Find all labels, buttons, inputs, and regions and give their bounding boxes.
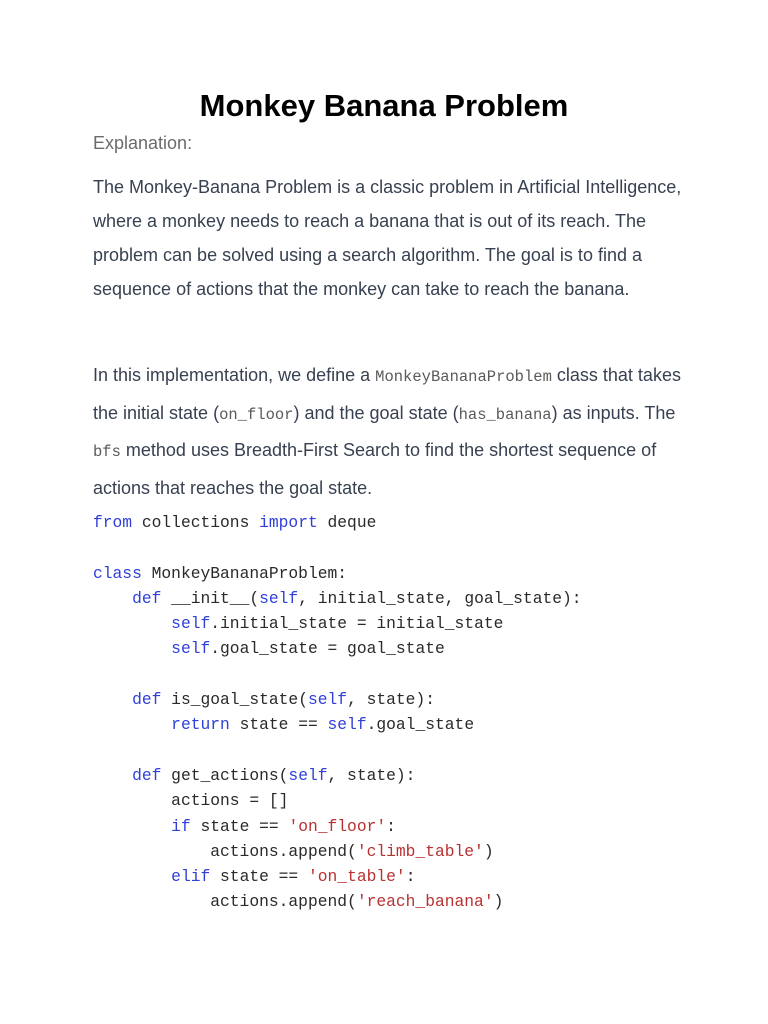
- code-keyword: def: [132, 690, 162, 710]
- code-text: .goal_state = goal_state: [210, 639, 445, 659]
- code-keyword: self: [259, 588, 299, 608]
- code-text: actions = []: [171, 791, 289, 811]
- code-text: collections: [132, 513, 260, 532]
- code-text: actions.append(: [210, 892, 357, 912]
- code-text: , initial_state, goal_state):: [298, 588, 582, 608]
- code-text: get_actions(: [161, 765, 289, 785]
- code-string: 'reach_banana': [356, 892, 494, 912]
- code-string: 'climb_table': [356, 841, 484, 861]
- paragraph-implementation: [93, 358, 683, 507]
- code-text: __init__(: [161, 588, 260, 608]
- inline-code-initial-state: on_floor: [219, 405, 294, 424]
- code-text: :: [405, 867, 416, 887]
- paragraph-text: method uses Breadth-First Search to find the shortest sequence of actions that reaches the goal state.: [93, 440, 657, 499]
- code-text: state ==: [229, 715, 328, 735]
- code-keyword: self: [288, 765, 328, 785]
- page-title: Monkey Banana Problem: [199, 88, 569, 123]
- paragraph-text: ) and the goal state (: [293, 402, 459, 423]
- code-string: 'on_floor': [288, 816, 387, 836]
- code-text: .initial_state = initial_state: [210, 614, 504, 634]
- code-text: state ==: [190, 816, 289, 836]
- code-text: .goal_state: [366, 715, 475, 735]
- code-keyword: def: [132, 588, 162, 608]
- code-keyword: if: [171, 816, 191, 836]
- code-keyword: def: [132, 765, 162, 785]
- code-text: , state):: [347, 690, 435, 710]
- code-keyword: class: [93, 563, 142, 583]
- code-keyword: self: [171, 614, 211, 634]
- code-text: ): [493, 892, 504, 912]
- code-block: [93, 510, 582, 915]
- explanation-heading: Explanation:: [93, 133, 193, 153]
- code-text: actions.append(: [210, 841, 357, 861]
- code-text: is_goal_state(: [161, 690, 308, 710]
- code-text: , state):: [327, 765, 416, 785]
- code-text: deque: [317, 513, 377, 532]
- code-keyword: from: [93, 513, 133, 532]
- paragraph-text: ) as inputs. The: [551, 402, 676, 423]
- code-string: 'on_table': [307, 867, 406, 887]
- code-text: :: [386, 816, 396, 836]
- code-text: state ==: [210, 867, 308, 887]
- inline-code-goal-state: has_banana: [458, 405, 552, 424]
- inline-code-bfs: bfs: [93, 443, 121, 462]
- code-text: MonkeyBananaProblem:: [141, 563, 348, 583]
- code-keyword: return: [171, 715, 230, 735]
- code-keyword: self: [307, 690, 348, 710]
- code-keyword: self: [327, 715, 367, 735]
- code-text: ): [483, 841, 494, 861]
- paragraph-text: class that takes the initial state (: [93, 365, 681, 423]
- paragraph-intro: The Monkey-Banana Problem is a classic problem in Artificial Intelligence, where a monkey needs to reach a banana that is out of its reach. The problem can be solved using a search algorithm. The goal is to find a sequence of actions that the monkey can take to reach the banana.: [93, 177, 682, 299]
- inline-code-class: MonkeyBananaProblem: [375, 368, 552, 386]
- code-keyword: import: [259, 513, 318, 532]
- code-keyword: self: [171, 639, 211, 659]
- paragraph-text: In this implementation, we define a: [93, 365, 376, 385]
- code-keyword: elif: [171, 867, 211, 887]
